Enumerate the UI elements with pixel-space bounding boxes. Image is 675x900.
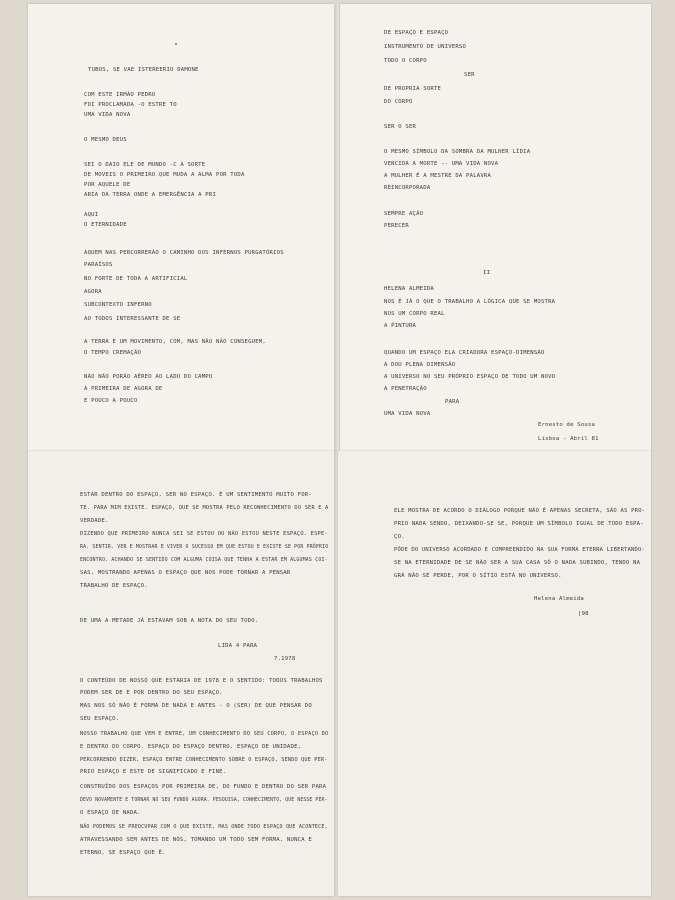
text-line: SUBCONTEXTO INFERNO [84,302,152,308]
text-line: DE ESPAÇO E ESPAÇO [384,30,449,36]
text-line: ETERNO, SE ESPAÇO QUE É. [80,850,166,856]
text-line: RA. SENTIR. VER E MOSTRAR E VIVER O SUCESSO EM QUE ESTOU E EXISTE SE POR PRÓPRIO [80,544,329,550]
text-line: PRIO ESPAÇO E ESTE DE SIGNIFICADO E FINE. [80,769,227,775]
text-line: ELE MOSTRA DE ACORDO O DIÁLOGO PORQUE NÃO É APENAS SECRETA, SÃO AS PRO- [394,508,646,514]
place-date: Lisboa - Abril 81 [538,436,599,442]
text-line: SEMPRE AÇÃO [384,211,424,217]
text-line: DIZENDO QUE PRIMEIRO NUNCA SEI SE ESTOU OU NÃO ESTOU NESTE ESPAÇO. ESPE- [80,531,328,537]
ink-dot [175,43,177,45]
sheet-bottom-right [338,451,651,896]
text-line: TRABALHO DE ESPAÇO. [80,583,148,589]
text-line: DE MOVEIS O PRIMEIRO QUE MUDA A ALMA POR TODA [84,172,245,178]
place-date: LIDA 4 PARA [218,643,258,649]
text-line: DO CORPO [384,99,413,105]
signature: Helena Almeida [534,596,584,602]
text-line: QUANDO UM ESPAÇO ELA CRIADORA ESPAÇO-DIMENSÃO [384,350,545,356]
signature: Ernesto de Sousa [538,422,596,428]
text-line: VENCIDA A MORTE -- UMA VIDA NOVA [384,161,499,167]
year: [98 [578,611,589,617]
text-line: MAS NOS SÓ NÃO É FORMA DE NADA E ANTES - O (SER) DE QUE PENSAR DO [80,703,312,709]
text-line: GRÁ NÃO SÉ PERDE, POR O SÍTIO ESTÁ NO UNIVERSO. [394,573,562,579]
text-line: FOI PROCLAMADA -O ESTRE TO [84,102,177,108]
text-line: NOSSO TRABALHO QUE VEM E ENTRE, UM CONHECIMENTO DO SEU CORPO, O ESPAÇO DO [80,731,329,737]
section-mark: II [483,270,491,276]
text-line: AQUEM NAS PERCORRERÃO O CAMINHO DOS INFERNOS PURGATÓRIOS [84,250,284,256]
text-line: REINCORPORADA [384,185,431,191]
text-line: A DOU PLENA DIMENSÃO [384,362,456,368]
text-line: ARIA DA TERRA ONDE A EMERGÊNCIA A PRI [84,192,217,198]
text-line: E DENTRO DO CORPO. ESPAÇO DO ESPAÇO DENTRO. ESPAÇO DE UNIDADE, [80,744,302,750]
text-line: A UNIVERSO NO SEU PRÓPRIO ESPAÇO DE TODO UM NOVO [384,374,556,380]
text-line: PARAÍSOS [84,262,113,268]
text-line: NÃO NÃO PORÃO AÉREO AO LADO DO CAMPO [84,374,213,380]
text-line: SER [464,72,475,78]
text-line: A TERRA E UM MOVIMENTO, COM, MAS NÃO NÃO CONSEGUEM, [84,339,266,345]
text-line: O MESMO DEUS [84,137,127,143]
text-line: ATRAVESSANDO SEM ANTES DE NÓS, TOMANDO UM TODO SEM FORMA, NUNCA E [80,837,312,843]
text-line: O MESMO SÍMBOLO DA SOMBRA DA MULHER LÍDIA [384,149,531,155]
sheet-bottom-left [28,451,334,896]
text-line: ÇO. [394,534,405,540]
text-line: UMA VIDA NOVA [84,112,131,118]
text-line: UMA VIDA NOVA [384,411,431,417]
text-line: SE NA ETERNIDADE DE SE NÃO SER A SUA CASA SÓ O NADA SUBINDO, TENDO NA [394,560,641,566]
sheet-top-right [340,4,651,452]
text-line: A PENETRAÇÃO [384,386,427,392]
text-line: E POUCO A POUCO [84,398,138,404]
section-title: HELENA ALMEIDA [384,286,434,292]
text-line: AGORA [84,289,102,295]
text-line: CONSTRUÍDO DOS ESPAÇOS POR PRIMEIRA DE, DO FUNDO E DENTRO DO SER PARA [80,784,327,790]
text-line: VERDADE. [80,518,109,524]
text-line: INSTRUMENTO DE UNIVERSO [384,44,467,50]
text-line: PERCORRENDO DIZER, ESPAÇO ENTRE CONHECIMENTO SOBRE O ESPAÇO, SENDO QUE PER- [80,757,328,763]
text-line: DE PROPRIA SORTE [384,86,442,92]
text-line: A MULHER É A MESTRE DA PALAVRA [384,173,492,179]
text-line: POR AQUELE DE [84,182,131,188]
text-line: O TEMPO CREMAÇÃO [84,350,142,356]
text-line: O ETERNIDADE [84,222,127,228]
text-line: NOS É JÁ O QUE O TRABALHO A LÓGICA QUE SE MOSTRA [384,299,556,305]
text-line: TE. PARA MIM EXISTE. ESPAÇO, QUE SE MOSTRA PELO RECONHECIMENTO DO SER E A [80,505,329,511]
text-line: AO TODOS INTERESSANTE DE SE [84,316,181,322]
text-line: NO FORTE DE TODA A ARTIFICIAL [84,276,188,282]
sheet-title: TUBOS, SE VAE ISTEREERIO DAMONE [88,67,199,73]
text-line: O ESPAÇO DE NADA. [80,810,141,816]
text-line: SAS, MOSTRANDO APENAS O ESPAÇO QUE NOS PODE TORNAR A PENSAR [80,570,291,576]
text-line: A PRIMEIRA DE AGORA DE [84,386,163,392]
text-line: DEVO NOVAMENTE E TORNAR NO SEU FUNDO AGORA. PESQUISA, CONHECIMENTO, QUE NESSE PER- [80,797,328,803]
text-line: SER O SER [384,124,417,130]
year: 7.1978 [274,656,296,662]
text-line: PODEM SER DE E POR DENTRO DO SEU ESPAÇO. [80,690,223,696]
text-line: PRIO NADA SENDO, DEIXANDO-SE SE, PORQUE UM SÍMBOLO IGUAL DE TODO ESPA- [394,521,644,527]
text-line: DE UMA A METADE JÁ ESTAVAM SOB A NOTA DO SEU TODO. [80,618,259,624]
text-line: NOS UM CORPO REAL [384,311,445,317]
text-line: NÃO PODEMOS SE PREOCUPAR COM O QUE EXISTE, MAS ONDE TODO ESPAÇO QUE ACONTECE, [80,824,328,830]
text-line: A PINTURA [384,323,417,329]
text-line: ENCONTRO. ACHANDO SE SENTIDO COM ALGUMA COISA QUE TENHA A ESTAR EM ALGUMAS COI- [80,557,328,563]
text-line: COM ESTE IRMÃO PEDRO [84,92,156,98]
text-line: SEU ESPAÇO. [80,716,120,722]
text-line: PÔDE DO UNIVERSO ACORDADO E COMPREENDIDO NA SUA FORMA ETERNA LIBERTANDO- [394,547,645,553]
text-line: O CONTEÚDO DE NOSSO QUE ESTARIA DE 1978 E O SENTIDO: TODOS TRABALHOS [80,678,323,684]
text-line: AQUI [84,212,99,218]
text-line: PARA [445,399,460,405]
text-line: PERECER [384,223,409,229]
text-line: ESTAR DENTRO DO ESPAÇO, SER NO ESPAÇO. É UM SENTIMENTO MUITO FOR- [80,492,312,498]
text-line: SEI O DAIO ELE DE MUNDO -C A SORTE [84,162,206,168]
text-line: TODO O CORPO [384,58,427,64]
sheet-top-left [28,4,334,452]
